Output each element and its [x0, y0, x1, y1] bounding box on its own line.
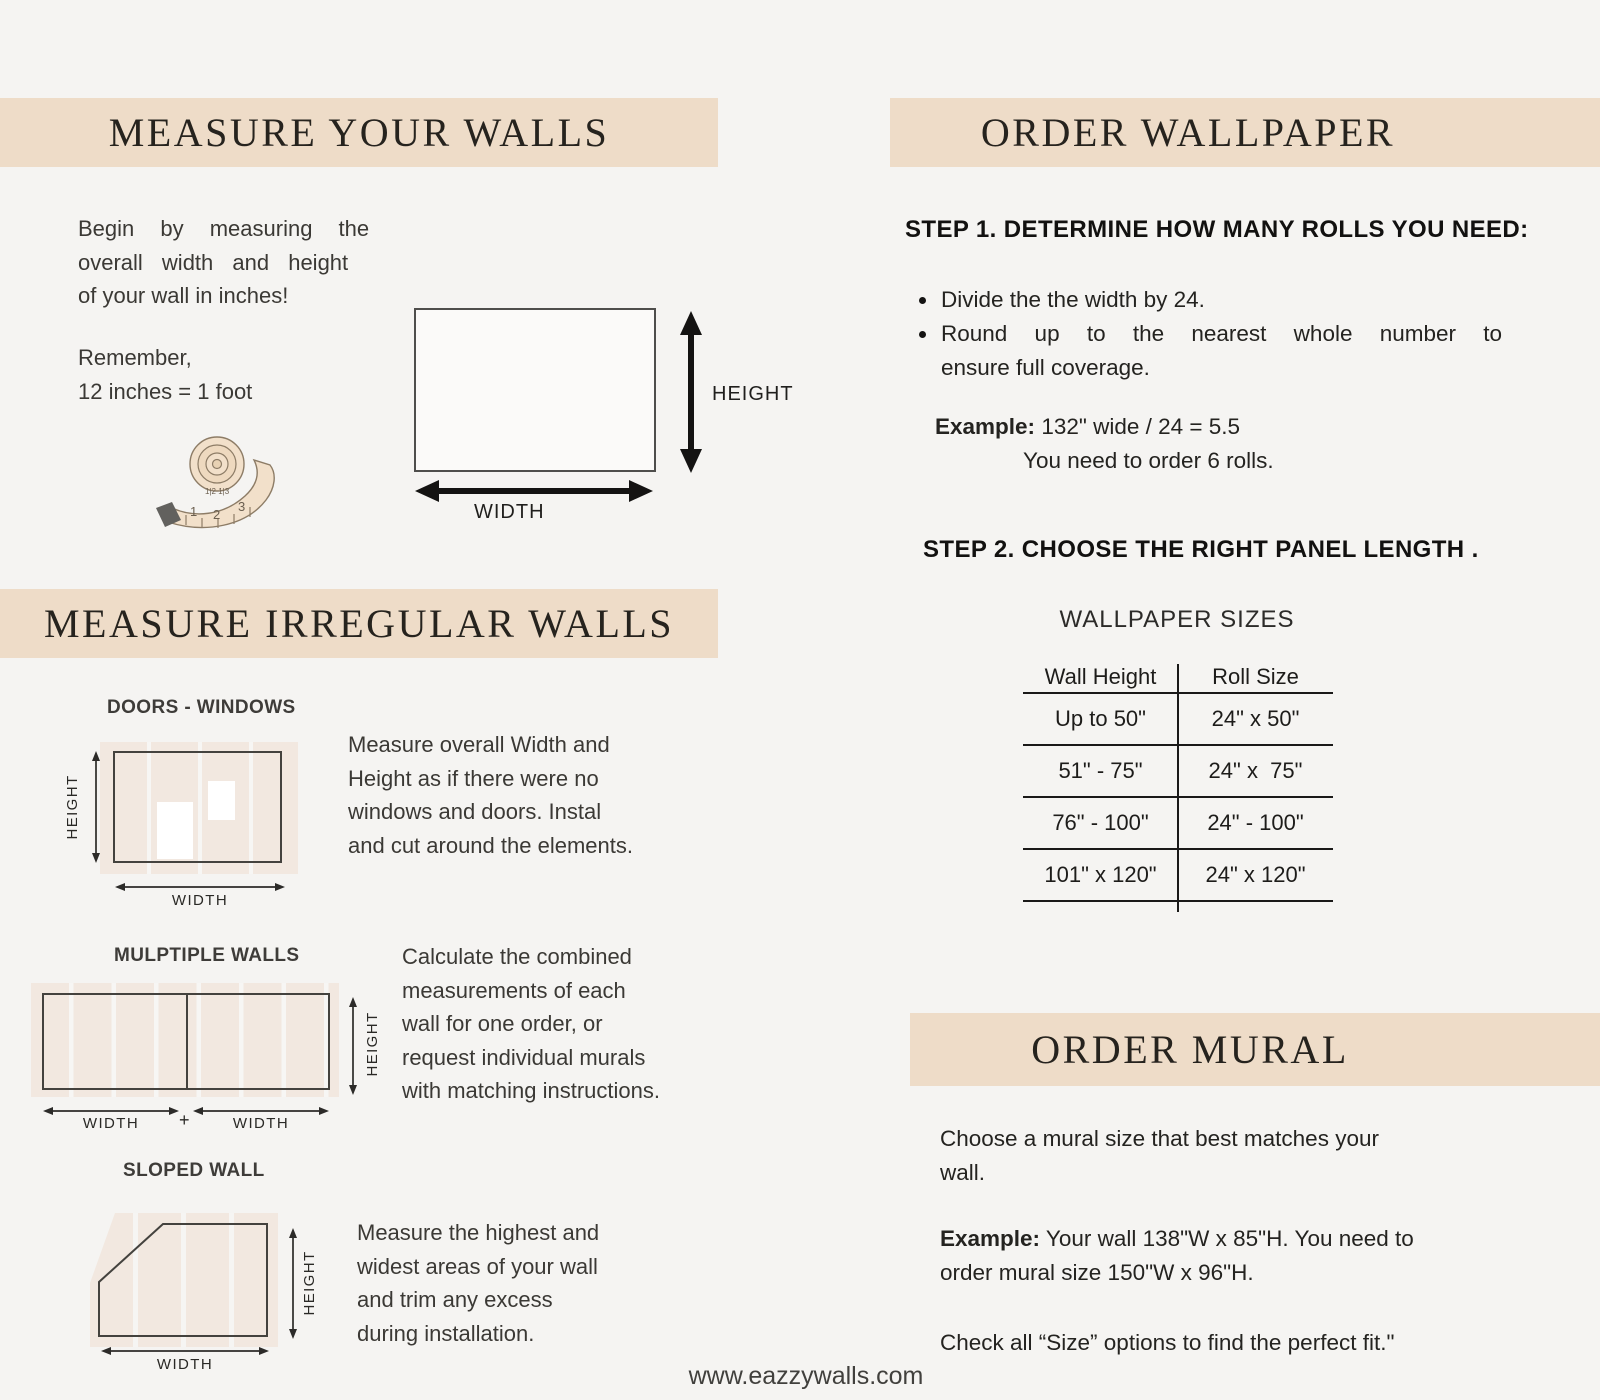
wall-diagram: [414, 308, 656, 472]
mural-paragraph: [940, 1122, 1500, 1190]
step1-example: [935, 410, 1274, 478]
door-cutout: [157, 802, 193, 859]
example-label: Example:: [940, 1226, 1041, 1251]
remember-line: Remember,: [78, 345, 192, 370]
width-label: WIDTH: [82, 1115, 140, 1132]
roll-size-cell: 24" - 100": [1207, 810, 1304, 835]
tape-number: 3: [238, 499, 246, 514]
order-mural-title: ORDER MURAL: [1031, 1027, 1349, 1072]
mural-example: [940, 1222, 1520, 1290]
roll-size-cell: 24" x 120": [1205, 862, 1306, 887]
text-line: and cut around the elements.: [348, 832, 633, 858]
bullet-item: [910, 317, 1524, 385]
order-wallpaper-title: ORDER WALLPAPER: [980, 110, 1396, 155]
example-label: Example:: [935, 414, 1036, 439]
wall-divider: [186, 993, 188, 1090]
height-label: HEIGHT: [63, 774, 81, 840]
height-label: HEIGHT: [300, 1250, 318, 1316]
tape-number: 2: [213, 507, 221, 522]
mural-note: Check all “Size” options to find the perfect fit.": [940, 1330, 1395, 1355]
sloped-wall-label: SLOPED WALL: [123, 1160, 265, 1181]
example-value: 132" wide / 24 = 5.5: [1041, 414, 1241, 439]
height-arrow: [676, 308, 706, 476]
intro-line: of your wall in inches!: [78, 283, 289, 308]
irregular-walls-banner: [0, 589, 718, 658]
step1-bullets: [910, 283, 1524, 385]
text-line: widest areas of your wall: [357, 1253, 598, 1279]
text-line: during installation.: [357, 1320, 535, 1346]
sloped-wall-text: [357, 1216, 599, 1350]
multiple-walls-diagram: [31, 983, 339, 1097]
bullet-dot: [919, 297, 926, 304]
col-header-wall-height: Wall Height: [1044, 664, 1157, 689]
text-line: Measure overall Width and: [348, 732, 610, 757]
width-label: WIDTH: [171, 892, 229, 909]
text-line: Measure the highest and: [357, 1220, 600, 1245]
intro-paragraph: [78, 212, 398, 313]
text-line: windows and doors. Instal: [348, 799, 602, 824]
wallpaper-sizes-table: [1023, 662, 1333, 902]
wall-height-cell: 51" - 75": [1058, 758, 1143, 783]
order-wallpaper-banner: [890, 98, 1600, 167]
wall-outline: [113, 751, 282, 863]
bullet-text: Divide the the width by 24.: [941, 287, 1205, 312]
footer-url: www.eazzywalls.com: [688, 1362, 924, 1390]
measure-walls-banner: [0, 98, 718, 167]
bullet-text: Round up to the nearest whole number to: [941, 321, 1503, 346]
intro-line: Begin by measuring the: [78, 216, 370, 241]
text-line: and trim any excess: [357, 1287, 553, 1312]
doors-windows-text: [348, 728, 633, 862]
doors-windows-label: DOORS - WINDOWS: [107, 697, 296, 718]
sloped-wall-diagram: [88, 1208, 308, 1358]
window-cutout: [208, 781, 235, 820]
col-header-roll-size: Roll Size: [1212, 664, 1299, 689]
text-line: Height as if there were no: [348, 765, 599, 791]
doors-windows-diagram: [100, 742, 298, 874]
text-line: Choose a mural size that best matches your: [940, 1126, 1379, 1151]
height-label: HEIGHT: [712, 383, 794, 405]
text-line: wall.: [940, 1160, 986, 1185]
wall-height-cell: 101" x 120": [1044, 862, 1157, 887]
remember-note: [78, 341, 252, 408]
wall-height-cell: 76" - 100": [1052, 810, 1149, 835]
roll-size-cell: 24" x 50": [1211, 706, 1300, 731]
text-line: wall for one order, or: [402, 1011, 603, 1036]
example-line2: order mural size 150"W x 96"H.: [940, 1260, 1254, 1285]
tape-number: 1: [190, 504, 198, 519]
text-line: with matching instructions.: [402, 1078, 660, 1103]
multiple-walls-text: [402, 940, 660, 1108]
example-line2: You need to order 6 rolls.: [1023, 448, 1274, 473]
svg-text:1|2 1|3: 1|2 1|3: [205, 487, 230, 496]
multiple-walls-label: MULPTIPLE WALLS: [114, 945, 300, 966]
step1-heading: STEP 1. DETERMINE HOW MANY ROLLS YOU NEED:: [905, 216, 1529, 243]
width-label: WIDTH: [232, 1115, 290, 1132]
order-mural-banner: [910, 1013, 1600, 1086]
width-label: WIDTH: [156, 1356, 214, 1373]
tape-measure-icon: [150, 430, 286, 534]
irregular-walls-title: MEASURE IRREGULAR WALLS: [43, 601, 675, 646]
remember-line: 12 inches = 1 foot: [78, 378, 253, 404]
plus-sign: +: [179, 1110, 191, 1130]
text-line: request individual murals: [402, 1044, 646, 1070]
wall-height-cell: Up to 50": [1055, 706, 1146, 731]
bullet-dot: [919, 331, 926, 338]
measure-walls-title: MEASURE YOUR WALLS: [108, 110, 610, 155]
roll-size-cell: 24" x 75": [1208, 758, 1303, 783]
example-text: Your wall 138"W x 85"H. You need to: [1045, 1226, 1414, 1251]
wallpaper-sizes-title: WALLPAPER SIZES: [1059, 606, 1295, 633]
text-line: Calculate the combined: [402, 944, 632, 969]
intro-line: overall width and height: [78, 249, 349, 275]
height-label: HEIGHT: [363, 1011, 381, 1077]
bullet-item: [910, 283, 1524, 317]
text-line: measurements of each: [402, 977, 626, 1003]
bullet-text: ensure full coverage.: [941, 355, 1150, 380]
width-label: WIDTH: [474, 501, 545, 523]
table-divider: [1177, 664, 1179, 912]
step2-heading: STEP 2. CHOOSE THE RIGHT PANEL LENGTH .: [923, 536, 1479, 563]
